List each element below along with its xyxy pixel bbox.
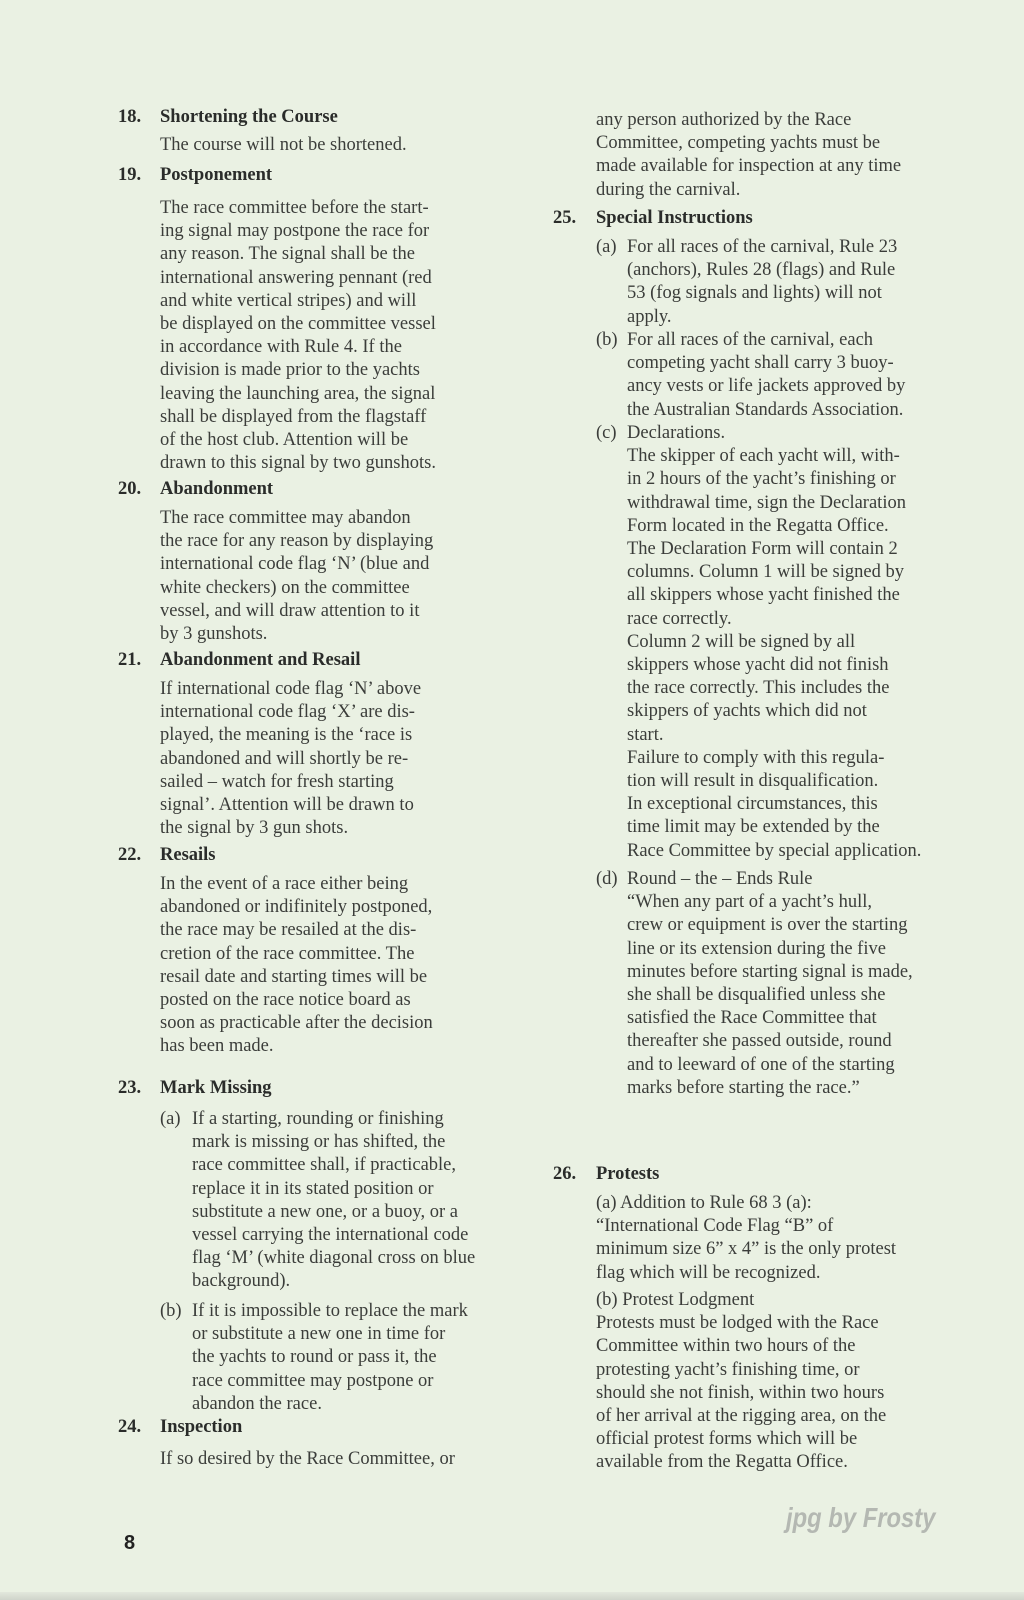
text-line: abandoned or indifinitely postponed, [160, 897, 433, 918]
text-line: apply. [627, 306, 672, 327]
item-marker: (d) [596, 869, 618, 889]
text-line: soon as practicable after the decision [160, 1013, 433, 1034]
text-line: race committee shall, if practicable, [192, 1155, 457, 1176]
text-line: any reason. The signal shall be the [160, 244, 415, 265]
text-line: posted on the race notice board as [160, 990, 411, 1010]
text-line: The race committee before the start- [160, 198, 429, 218]
text-line: If so desired by the Race Committee, or [160, 1449, 455, 1469]
text-line: For all races of the carnival, Rule 23 [627, 237, 898, 257]
text-line: the signal by 3 gun shots. [160, 818, 349, 839]
section-number: 23. [118, 1078, 142, 1098]
section-number: 25. [553, 208, 577, 228]
text-line: international answering pennant (red [160, 267, 432, 288]
text-line: Form located in the Regatta Office. [627, 515, 889, 536]
text-line: start. [627, 724, 664, 745]
section-number: 24. [118, 1417, 142, 1437]
text-line: minimum size 6” x 4” is the only protest [596, 1239, 897, 1260]
section-number: 22. [118, 845, 142, 865]
text-line: marks before starting the race.” [627, 1077, 860, 1098]
text-line: vessel carrying the international code [192, 1225, 469, 1245]
text-line: The race committee may abandon [160, 508, 411, 528]
section-heading: Protests [596, 1164, 660, 1184]
page-number: 8 [124, 1532, 136, 1554]
page-edge [0, 1592, 1024, 1600]
text-line: should she not finish, within two hours [596, 1382, 885, 1403]
text-line: of the host club. Attention will be [160, 430, 409, 450]
text-line: Committee, competing yachts must be [596, 133, 881, 154]
text-line: be displayed on the committee vessel [160, 314, 436, 334]
section-heading: Resails [160, 845, 216, 865]
text-line: ing signal may postpone the race for [160, 221, 430, 242]
text-line: flag ‘M’ (white diagonal cross on blue [192, 1248, 476, 1269]
text-line: background). [192, 1271, 291, 1292]
text-line: Protests must be lodged with the Race [596, 1313, 879, 1334]
text-line: abandoned and will shortly be re- [160, 748, 409, 769]
text-line: (anchors), Rules 28 (flags) and Rule [627, 260, 896, 281]
text-line: leaving the launching area, the signal [160, 383, 436, 404]
text-line: Failure to comply with this regula- [627, 747, 885, 768]
section-number: 21. [118, 650, 142, 670]
text-line: in accordance with Rule 4. If the [160, 337, 402, 358]
text-line: In exceptional circumstances, this [627, 794, 878, 815]
item-marker: (c) [596, 423, 617, 443]
text-line: time limit may be extended by the [627, 817, 880, 838]
text-line: Round – the – Ends Rule [627, 869, 813, 889]
text-line: minutes before starting signal is made, [627, 961, 913, 982]
text-line: race committee may postpone or [192, 1370, 434, 1391]
text-line: “International Code Flag “B” of [596, 1216, 834, 1237]
text-line: sailed – watch for fresh starting [160, 771, 394, 792]
text-line: The Declaration Form will contain 2 [627, 539, 898, 559]
text-line: The course will not be shortened. [160, 135, 407, 155]
text-line: available from the Regatta Office. [596, 1452, 848, 1473]
text-line: For all races of the carnival, each [627, 330, 874, 350]
text-line: of her arrival at the rigging area, on the [596, 1406, 887, 1426]
text-line: has been made. [160, 1036, 274, 1057]
text-line: drawn to this signal by two gunshots. [160, 453, 436, 474]
text-line: withdrawal time, sign the Declaration [627, 492, 906, 513]
text-line: official protest forms which will be [596, 1429, 858, 1450]
section-number: 18. [118, 107, 142, 127]
text-line: by 3 gunshots. [160, 624, 268, 644]
text-line: In the event of a race either being [160, 874, 409, 894]
text-line: white checkers) on the committee [160, 577, 410, 598]
text-line: all skippers whose yacht finished the [627, 585, 900, 606]
text-line: signal’. Attention will be drawn to [160, 795, 414, 815]
text-line: the Australian Standards Association. [627, 399, 904, 420]
text-line: and to leeward of one of the starting [627, 1054, 895, 1075]
text-line: skippers whose yacht did not finish [627, 655, 889, 675]
text-line: If it is impossible to replace the mark [192, 1301, 468, 1321]
text-line: replace it in its stated position or [192, 1178, 434, 1199]
text-line: cretion of the race committee. The [160, 943, 415, 964]
text-line: in 2 hours of the yacht’s finishing or [627, 469, 896, 490]
text-line: If international code flag ‘N’ above [160, 679, 422, 699]
text-line: satisfied the Race Committee that [627, 1008, 877, 1029]
text-line: (b) Protest Lodgment [596, 1290, 755, 1310]
text-line: race correctly. [627, 608, 732, 629]
text-line: or substitute a new one in time for [192, 1324, 446, 1345]
text-line: the race may be resailed at the dis- [160, 920, 417, 941]
text-line: thereafter she passed outside, round [627, 1031, 892, 1052]
item-marker: (a) [596, 237, 617, 257]
text-line: Declarations. [627, 423, 726, 443]
text-line: she shall be disqualified unless she [627, 985, 886, 1005]
text-line: international code flag ‘N’ (blue and [160, 554, 430, 575]
text-line: (a) Addition to Rule 68 3 (a): [596, 1193, 812, 1213]
text-line: skippers of yachts which did not [627, 701, 867, 722]
text-line: The skipper of each yacht will, with- [627, 446, 900, 467]
text-line: Committee within two hours of the [596, 1336, 856, 1357]
text-line: abandon the race. [192, 1393, 322, 1414]
text-line: made available for inspection at any time [596, 156, 902, 177]
section-heading: Shortening the Course [160, 107, 338, 127]
text-line: protesting yacht’s finishing time, or [596, 1359, 860, 1380]
section-number: 26. [553, 1164, 577, 1184]
text-line: Race Committee by special application. [627, 840, 922, 861]
text-line: 53 (fog signals and lights) will not [627, 283, 882, 304]
text-line: If a starting, rounding or finishing [192, 1109, 444, 1129]
text-line: tion will result in disqualification. [627, 771, 879, 791]
text-line: line or its extension during the five [627, 938, 886, 959]
text-line: substitute a new one, or a buoy, or a [192, 1201, 458, 1222]
text-line: competing yacht shall carry 3 buoy- [627, 353, 894, 374]
text-line: division is made prior to the yachts [160, 360, 420, 381]
item-marker: (b) [160, 1301, 182, 1321]
text-line: flag which will be recognized. [596, 1262, 821, 1283]
section-heading: Abandonment [160, 479, 274, 499]
text-line: any person authorized by the Race [596, 110, 852, 130]
section-number: 19. [118, 165, 142, 185]
section-heading: Abandonment and Resail [160, 650, 361, 670]
text-line: shall be displayed from the flagstaff [160, 406, 427, 427]
section-heading: Postponement [160, 165, 273, 185]
text-line: resail date and starting times will be [160, 966, 428, 987]
text-line: Column 2 will be signed by all [627, 631, 856, 652]
item-marker: (a) [160, 1109, 181, 1129]
text-line: ancy vests or life jackets approved by [627, 376, 906, 397]
text-line: vessel, and will draw attention to it [160, 600, 420, 621]
text-line: played, the meaning is the ‘race is [160, 725, 413, 746]
text-line: mark is missing or has shifted, the [192, 1132, 446, 1153]
text-line: the race correctly. This includes the [627, 678, 890, 699]
section-heading: Special Instructions [596, 208, 753, 228]
item-marker: (b) [596, 330, 618, 350]
text-line: columns. Column 1 will be signed by [627, 562, 904, 583]
text-line: the yachts to round or pass it, the [192, 1347, 437, 1368]
watermark: jpg by Frosty [786, 1502, 936, 1533]
text-line: and white vertical stripes) and will [160, 290, 417, 311]
section-heading: Mark Missing [160, 1078, 272, 1098]
text-line: the race for any reason by displaying [160, 531, 434, 552]
section-heading: Inspection [160, 1417, 243, 1437]
text-line: during the carnival. [596, 179, 741, 200]
text-line: crew or equipment is over the starting [627, 915, 908, 936]
section-number: 20. [118, 479, 142, 499]
text-line: international code flag ‘X’ are dis- [160, 702, 415, 723]
text-line: “When any part of a yacht’s hull, [627, 892, 873, 913]
